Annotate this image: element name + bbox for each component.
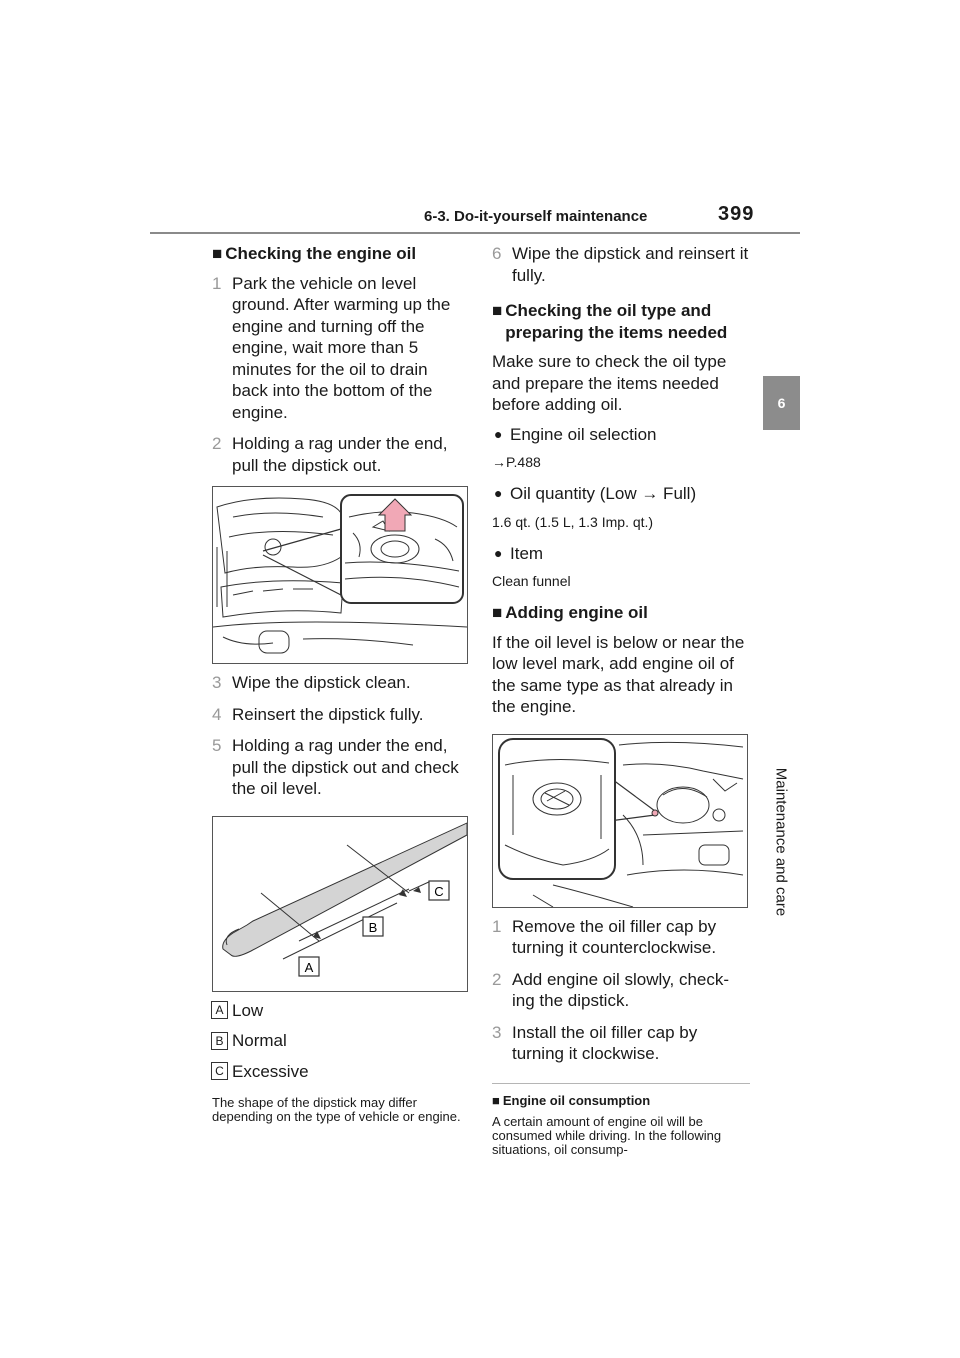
step-5: 5 Holding a rag under the end, pull the dipstick out and check the oil level. (212, 736, 459, 798)
oil-quantity-value: 1.6 qt. (1.5 L, 1.3 Imp. qt.) (492, 513, 654, 530)
label-b-text: B (368, 919, 378, 935)
figure-dipstick-location (212, 486, 468, 664)
engine-bay-illustration (213, 487, 467, 663)
heading-oil-type: ■ Checking the oil type and preparing the items needed (492, 301, 728, 342)
note-divider (492, 1083, 750, 1084)
heading-adding-oil: ■ Adding engine oil (492, 603, 648, 622)
dipstick-illustration (213, 817, 467, 991)
page-header (150, 202, 800, 234)
page-number: 399 (718, 203, 755, 225)
add-step-1: 1 Remove the oil filler cap by turning it counterclockwise. (492, 916, 717, 957)
bullet-oil-quantity: ● Oil quantity (Low → Full) (494, 484, 697, 503)
oil-type-paragraph: Make sure to check the oil type and prepare the items needed before adding oil. (492, 352, 727, 414)
add-step-3: 3 Install the oil filler cap by turning it clockwise. (492, 1022, 698, 1063)
legend-normal: B Normal (211, 1030, 468, 1052)
left-column (212, 243, 468, 1124)
label-c-text: C (434, 883, 444, 899)
step-6: 6 Wipe the dipstick and reinsert it fully. (492, 244, 749, 285)
heading-checking-oil: ■ Checking the engine oil (212, 244, 417, 263)
chapter-label (766, 742, 796, 942)
dipstick-note: The shape of the dipstick may differ depending on the type of vehicle or engine. (212, 1095, 461, 1124)
figure-dipstick-levels (212, 816, 468, 992)
square-marker: ■ (212, 244, 223, 263)
filler-cap-illustration (493, 735, 747, 907)
figure-oil-filler-cap (492, 734, 748, 908)
section-title: 6-3. Do-it-yourself maintenance (424, 208, 648, 225)
note-heading: ■ Engine oil consumption (492, 1092, 651, 1108)
legend-excessive: C Excessive (211, 1061, 468, 1083)
step-4: 4 Reinsert the dipstick fully. (212, 704, 424, 724)
bullet-oil-selection: ● Engine oil selection (494, 424, 657, 444)
oil-consumption-note: A certain amount of engine oil will be consumed while driving. In the following situations, oil consump- (492, 1114, 722, 1157)
chapter-label-text: Maintenance and care (772, 767, 790, 917)
add-step-2: 2 Add engine oil slowly, check-ing the dipstick. (492, 969, 730, 1010)
step-2: 2 Holding a rag under the end, pull the dipstick out. (212, 434, 448, 475)
oil-selection-ref: →P.488 (492, 454, 541, 470)
legend-low: A Low (211, 1000, 468, 1022)
right-column (492, 243, 750, 1157)
step-3: 3 Wipe the dipstick clean. (212, 673, 411, 692)
chapter-tab: 6 (763, 376, 800, 430)
item-value: Clean funnel (492, 573, 571, 589)
adding-oil-paragraph: If the oil level is below or near the low level mark, add engine oil of the same type as that already in the engine. (492, 632, 745, 716)
bullet-item: ● Item (494, 543, 544, 563)
step-1: 1 Park the vehicle on level ground. After warming up the engine and turning off the engine, wait more than 5 minutes for the oil to drain back into the bottom of the engine. (212, 273, 451, 422)
label-a-text: A (304, 959, 314, 975)
header-divider (150, 232, 800, 234)
